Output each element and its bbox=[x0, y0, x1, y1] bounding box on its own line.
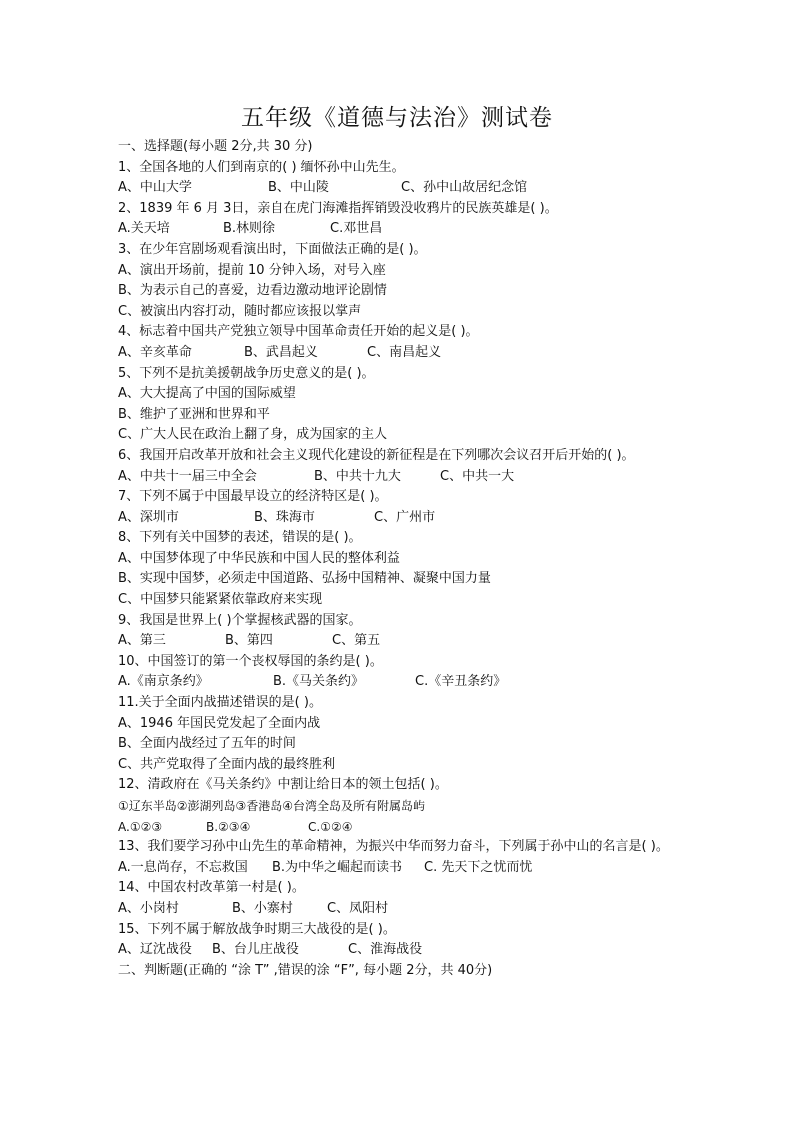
option-c: C、淮海战役 bbox=[348, 942, 423, 958]
question-stem: 1、全国各地的人们到南京的( ) 缅怀孙中山先生。 bbox=[118, 159, 405, 175]
question-options bbox=[118, 672, 688, 693]
option-c: C. 先天下之忧而忧 bbox=[424, 859, 533, 875]
option-c: C、中国梦只能紧紧依靠政府来实现 bbox=[118, 592, 323, 608]
question-stem: 14、中国农村改革第一村是( )。 bbox=[118, 880, 305, 896]
question-options bbox=[118, 817, 688, 838]
option-b: B、实现中国梦，必须走中国道路、弘扬中国精神、凝聚中国力量 bbox=[118, 571, 491, 587]
option-b: B、全面内战经过了五年的时间 bbox=[118, 736, 296, 752]
option-b: B、小寨村 bbox=[232, 900, 293, 916]
question-options bbox=[118, 899, 688, 920]
question-options bbox=[118, 508, 688, 529]
option-a: A、中共十一届三中全会 bbox=[118, 468, 257, 484]
option-a: A、深圳市 bbox=[118, 509, 179, 525]
question-stem: 7、下列不属于中国最早设立的经济特区是( )。 bbox=[118, 489, 388, 505]
option-c: C.邓世昌 bbox=[330, 221, 383, 237]
option-c: C、南昌起义 bbox=[367, 344, 442, 360]
option-a: A.关天培 bbox=[118, 221, 170, 237]
question-options bbox=[118, 178, 688, 199]
option-a: A、中国梦体现了中华民族和中国人民的整体利益 bbox=[118, 550, 400, 566]
option-a: A.《南京条约》 bbox=[118, 674, 209, 690]
question-stem: 10、中国签订的第一个丧权辱国的条约是( )。 bbox=[118, 653, 383, 669]
section-heading-choice: 一、选择题(每小题 2分,共 30 分) bbox=[118, 139, 313, 154]
option-c: C、第五 bbox=[332, 633, 381, 649]
option-b: B、中山陵 bbox=[268, 180, 329, 196]
question-options bbox=[118, 858, 688, 879]
option-c: C、孙中山故居纪念馆 bbox=[401, 180, 528, 196]
option-a: A、大大提高了中国的国际威望 bbox=[118, 386, 296, 402]
page-title: 五年级《道德与法治》测试卷 bbox=[241, 105, 553, 131]
option-b: B.林则徐 bbox=[223, 221, 276, 237]
question-stem: 11.关于全面内战描述错误的是( )。 bbox=[118, 695, 322, 711]
option-a: A.①②③ bbox=[118, 819, 163, 834]
option-c: C、被演出内容打动，随时都应该报以掌声 bbox=[118, 303, 362, 319]
question-stem: 5、下列不是抗美援朝战争历史意义的是( )。 bbox=[118, 365, 375, 381]
option-b: B、台儿庄战役 bbox=[212, 942, 299, 958]
question-stem: 6、我国开启改革开放和社会主义现代化建设的新征程是在下列哪次会议召开后开始的( )。 bbox=[118, 447, 635, 463]
question-options bbox=[118, 631, 688, 652]
option-c: C、凤阳村 bbox=[327, 900, 389, 916]
option-b: B、珠海市 bbox=[254, 509, 315, 525]
option-b: B、武昌起义 bbox=[244, 344, 318, 360]
question-stem: 2、1839 年 6 月 3日，亲自在虎门海滩指挥销毁没收鸦片的民族英雄是( )。 bbox=[118, 200, 558, 216]
option-b: B、中共十九大 bbox=[314, 468, 401, 484]
question-stem: 15、下列不属于解放战争时期三大战役的是( )。 bbox=[118, 921, 396, 937]
option-a: A、演出开场前，提前 10 分钟入场，对号入座 bbox=[118, 262, 386, 278]
option-a: A、第三 bbox=[118, 633, 166, 649]
question-stem: 9、我国是世界上( )个掌握核武器的国家。 bbox=[118, 612, 362, 628]
option-a: A、小岗村 bbox=[118, 900, 179, 916]
question-options bbox=[118, 467, 688, 488]
exam-content bbox=[118, 137, 688, 981]
option-a: A.一息尚存，不忘救国 bbox=[118, 859, 248, 875]
option-b: B、为表示自己的喜爱，边看边激动地评论剧情 bbox=[118, 283, 387, 299]
question-stem: 3、在少年宫剧场观看演出时，下面做法正确的是( )。 bbox=[118, 241, 427, 257]
option-c: C、中共一大 bbox=[440, 468, 515, 484]
question-stem: 12、清政府在《马关条约》中割让给日本的领土包括( )。 bbox=[118, 777, 448, 793]
option-b: B.②③④ bbox=[206, 819, 251, 834]
option-c: C、共产党取得了全面内战的最终胜利 bbox=[118, 756, 336, 772]
question-options bbox=[118, 343, 688, 364]
question-stem: 13、我们要学习孙中山先生的革命精神，为振兴中华而努力奋斗，下列属于孙中山的名言是( )。 bbox=[118, 839, 669, 855]
option-a: A、辽沈战役 bbox=[118, 942, 192, 958]
option-b: B.《马关条约》 bbox=[273, 674, 365, 690]
option-a: A、中山大学 bbox=[118, 180, 192, 196]
question-sub-items: ①辽东半岛②澎湖列岛③香港岛④台湾全岛及所有附属岛屿 bbox=[118, 799, 426, 813]
option-b: B、维护了亚洲和世界和平 bbox=[118, 406, 270, 422]
question-options bbox=[118, 219, 688, 240]
option-c: C.①②④ bbox=[308, 819, 353, 834]
option-b: B、第四 bbox=[225, 633, 273, 649]
question-stem: 4、标志着中国共产党独立领导中国革命责任开始的起义是( )。 bbox=[118, 324, 479, 340]
option-a: A、1946 年国民党发起了全面内战 bbox=[118, 715, 321, 731]
section-heading-judgment: 二、判断题(正确的 “涂 T” ,错误的涂 “F”, 每小题 2分，共 40分) bbox=[118, 962, 493, 978]
option-a: A、辛亥革命 bbox=[118, 344, 192, 360]
option-c: C、广大人民在政治上翻了身，成为国家的主人 bbox=[118, 427, 388, 443]
option-c: C、广州市 bbox=[374, 509, 436, 525]
option-b: B.为中华之崛起而读书 bbox=[272, 859, 403, 875]
question-stem: 8、下列有关中国梦的表述，错误的是( )。 bbox=[118, 530, 362, 546]
option-c: C.《辛丑条约》 bbox=[415, 674, 507, 690]
question-options bbox=[118, 940, 688, 961]
